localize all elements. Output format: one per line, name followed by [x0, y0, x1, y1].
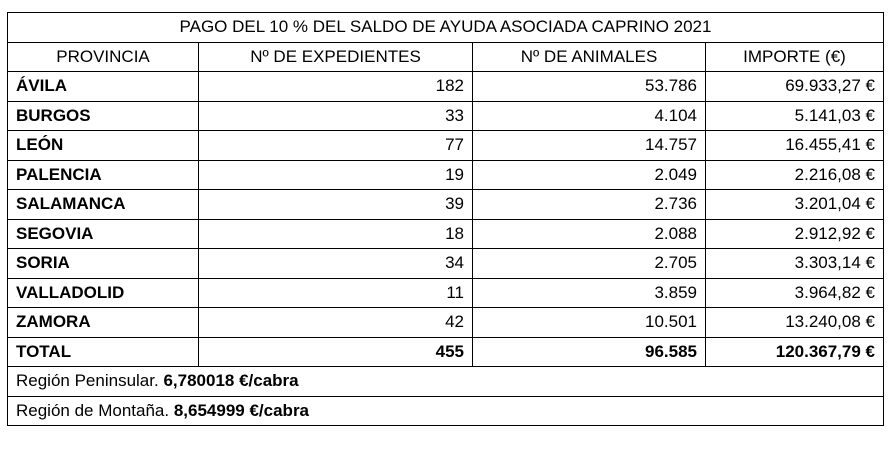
cell-animales: 4.104	[473, 101, 706, 131]
total-row	[8, 337, 884, 367]
cell-expedientes: 182	[199, 72, 473, 102]
header-expedientes: Nº DE EXPEDIENTES	[199, 42, 473, 72]
total-expedientes: 455	[199, 337, 473, 367]
cell-animales: 3.859	[473, 278, 706, 308]
cell-animales: 10.501	[473, 308, 706, 338]
cell-importe: 5.141,03 €	[706, 101, 884, 131]
header-animales: Nº DE ANIMALES	[473, 42, 706, 72]
cell-expedientes: 39	[199, 190, 473, 220]
cell-animales: 2.049	[473, 160, 706, 190]
cell-importe: 16.455,41 €	[706, 131, 884, 161]
cell-importe: 3.964,82 €	[706, 278, 884, 308]
cell-importe: 3.303,14 €	[706, 249, 884, 279]
cell-provincia: SEGOVIA	[8, 219, 199, 249]
table-row	[8, 131, 884, 161]
table-row	[8, 190, 884, 220]
cell-provincia: ZAMORA	[8, 308, 199, 338]
cell-provincia: SORIA	[8, 249, 199, 279]
total-label: TOTAL	[8, 337, 199, 367]
cell-importe: 69.933,27 €	[706, 72, 884, 102]
note-peninsular-label: Región Peninsular.	[16, 371, 159, 391]
note-montana-label: Región de Montaña.	[16, 400, 170, 420]
cell-provincia: SALAMANCA	[8, 190, 199, 220]
cell-provincia: BURGOS	[8, 101, 199, 131]
cell-expedientes: 19	[199, 160, 473, 190]
cell-expedientes: 42	[199, 308, 473, 338]
cell-expedientes: 11	[199, 278, 473, 308]
cell-expedientes: 34	[199, 249, 473, 279]
note-row-montana	[8, 396, 884, 426]
cell-importe: 3.201,04 €	[706, 190, 884, 220]
total-animales: 96.585	[473, 337, 706, 367]
cell-importe: 2.216,08 €	[706, 160, 884, 190]
cell-provincia: LEÓN	[8, 131, 199, 161]
table-row	[8, 160, 884, 190]
table-title: PAGO DEL 10 % DEL SALDO DE AYUDA ASOCIADA CAPRINO 2021	[8, 13, 884, 43]
table-row	[8, 219, 884, 249]
cell-provincia: VALLADOLID	[8, 278, 199, 308]
table-row	[8, 278, 884, 308]
header-row	[8, 42, 884, 72]
note-montana	[8, 396, 884, 426]
cell-importe: 2.912,92 €	[706, 219, 884, 249]
table-row	[8, 249, 884, 279]
note-montana-value: 8,654999 €/cabra	[173, 400, 310, 420]
cell-expedientes: 77	[199, 131, 473, 161]
cell-provincia: PALENCIA	[8, 160, 199, 190]
cell-animales: 2.705	[473, 249, 706, 279]
cell-provincia: ÁVILA	[8, 72, 199, 102]
note-row-peninsular	[8, 367, 884, 397]
cell-importe: 13.240,08 €	[706, 308, 884, 338]
header-provincia: PROVINCIA	[8, 42, 199, 72]
note-peninsular	[8, 367, 884, 397]
cell-animales: 2.736	[473, 190, 706, 220]
cell-animales: 2.088	[473, 219, 706, 249]
total-importe: 120.367,79 €	[706, 337, 884, 367]
cell-expedientes: 33	[199, 101, 473, 131]
table-row	[8, 101, 884, 131]
header-importe: IMPORTE (€)	[706, 42, 884, 72]
aid-payment-table	[7, 12, 884, 426]
cell-animales: 14.757	[473, 131, 706, 161]
note-peninsular-value: 6,780018 €/cabra	[163, 371, 299, 391]
table-row	[8, 308, 884, 338]
title-row	[8, 13, 884, 43]
table-row	[8, 72, 884, 102]
cell-expedientes: 18	[199, 219, 473, 249]
cell-animales: 53.786	[473, 72, 706, 102]
